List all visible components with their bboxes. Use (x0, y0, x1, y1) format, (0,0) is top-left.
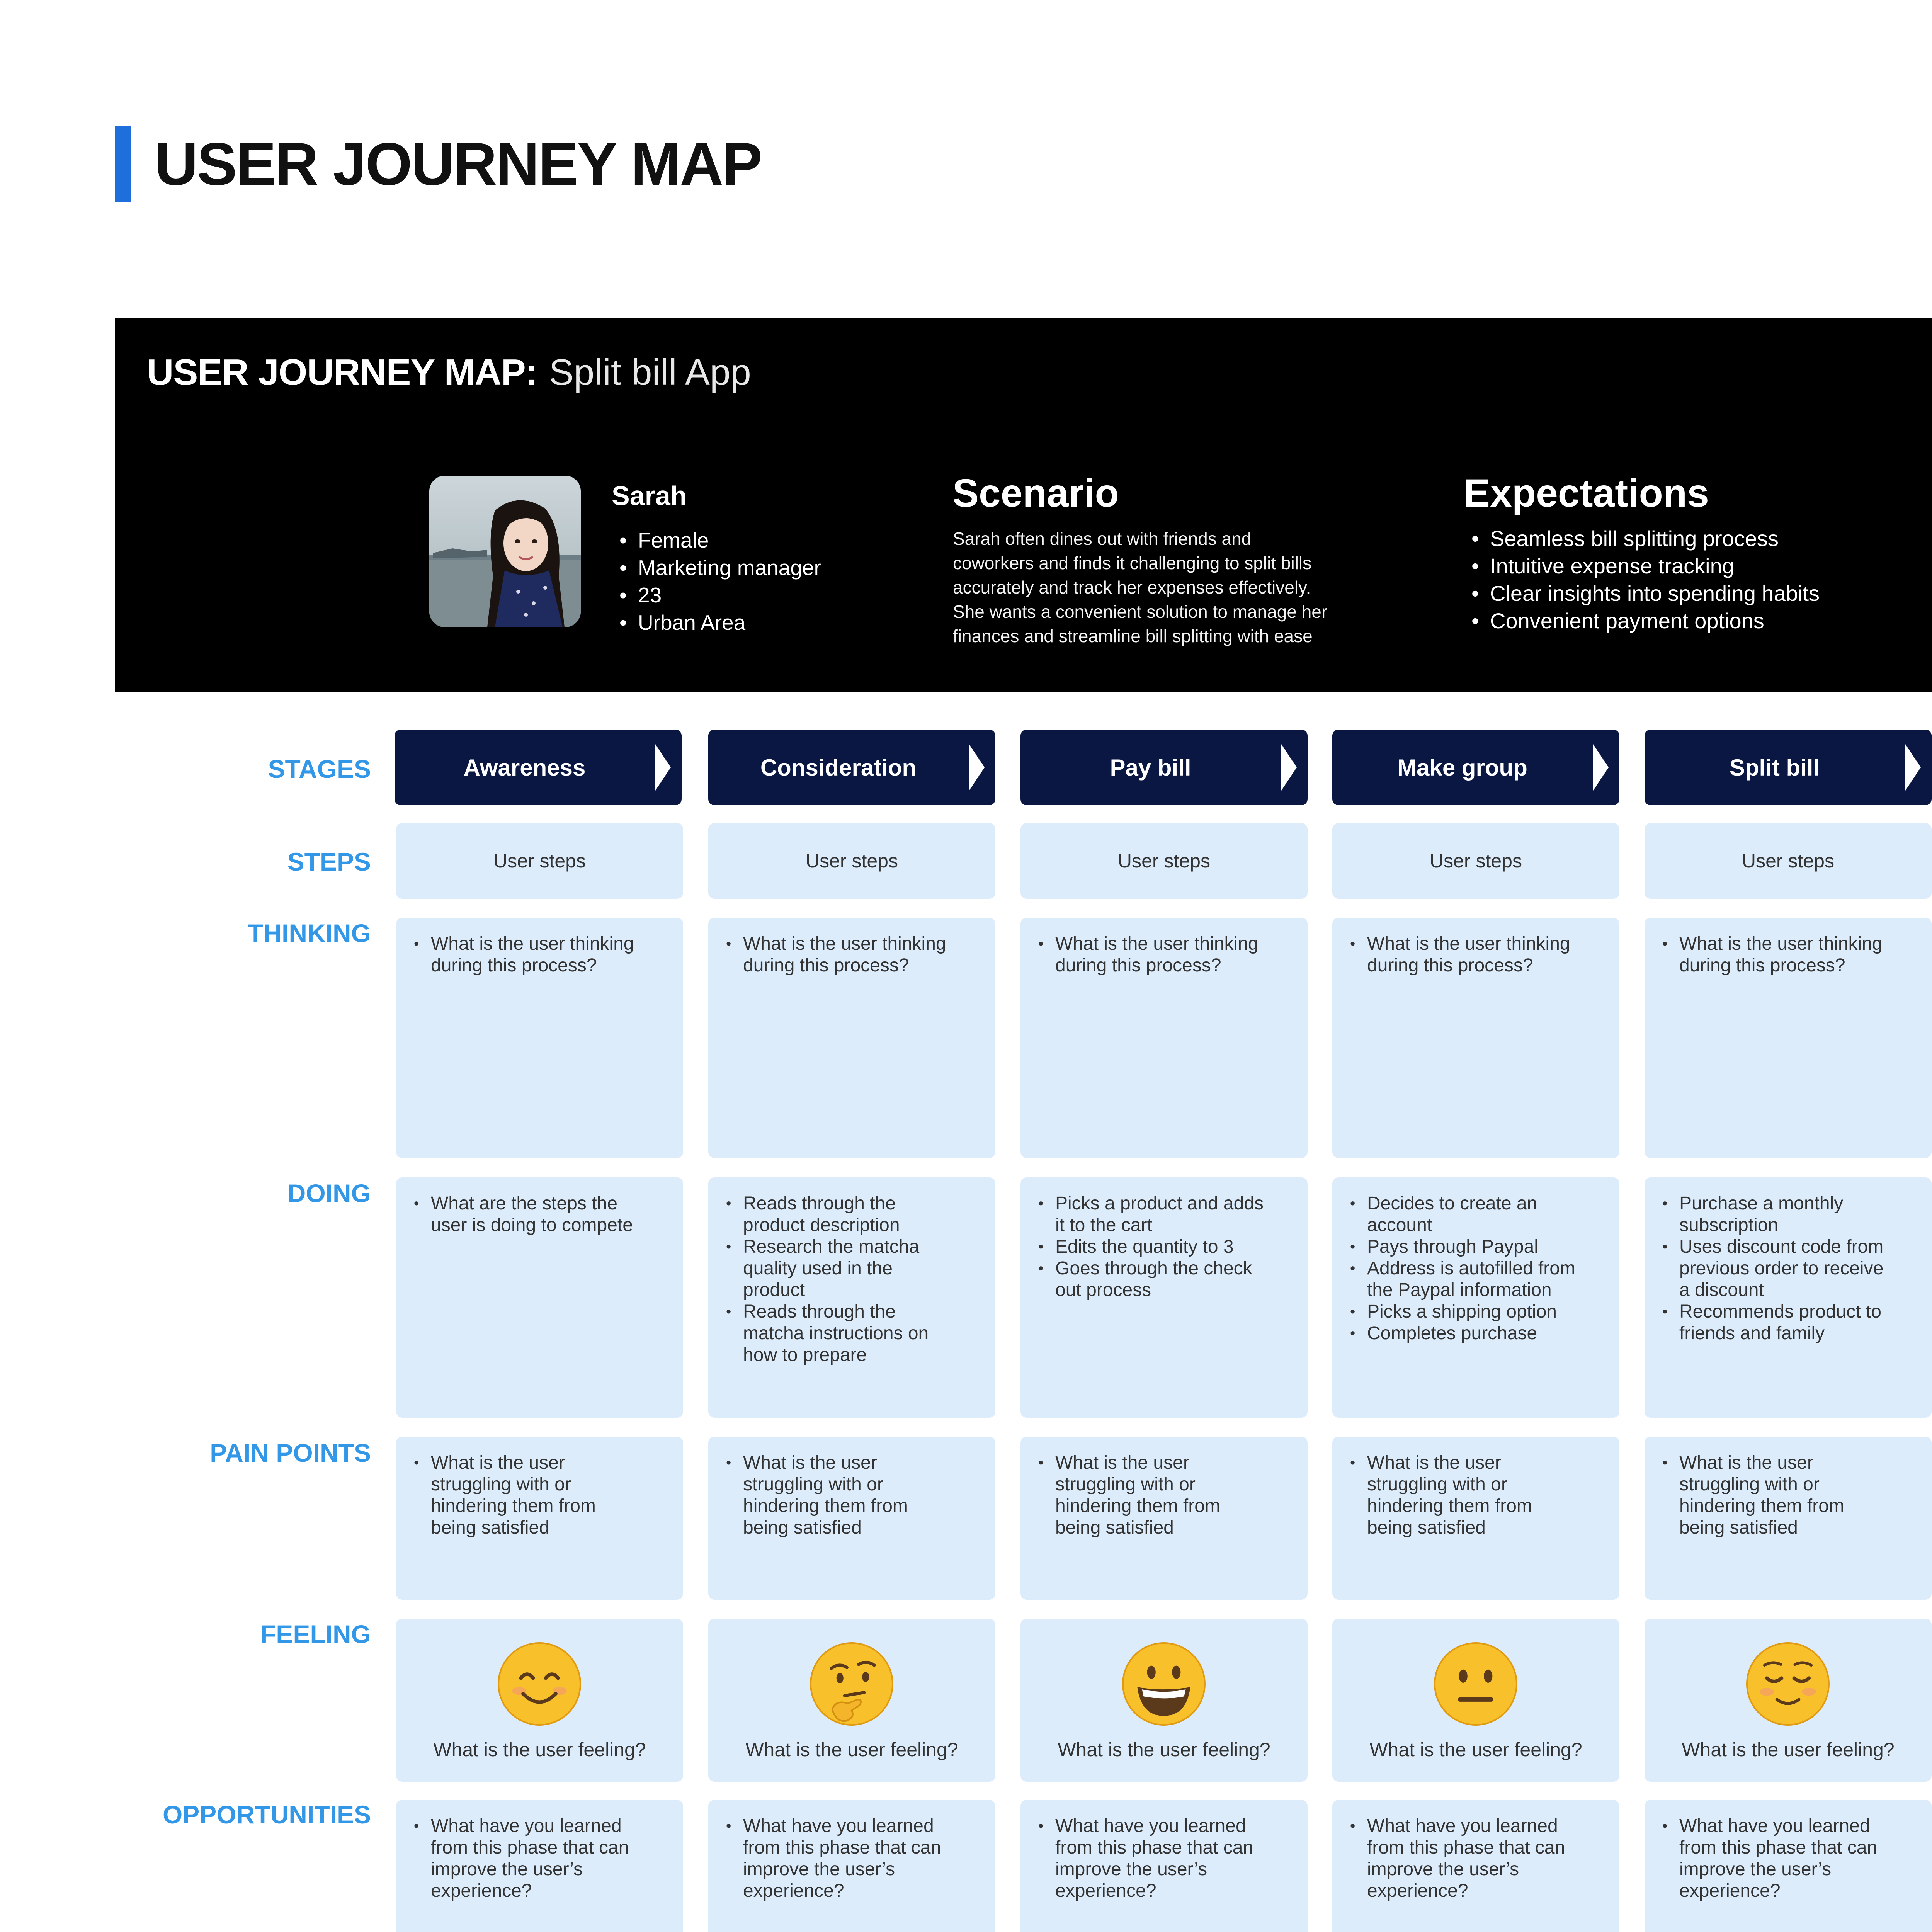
chevron-right-icon (1593, 744, 1609, 791)
thinking-item: • What is the user thinking during this process? (1679, 933, 1916, 976)
doing-item: • Purchase a monthly subscription (1679, 1193, 1916, 1236)
expectations-title: Expectations (1464, 471, 1709, 515)
doing-item: • Decides to create an account (1367, 1193, 1604, 1236)
stage-label: Consideration (760, 754, 917, 781)
row-label-feeling: FEELING (260, 1620, 371, 1648)
feeling-card (708, 1619, 995, 1782)
doing-item: • Pays through Paypal (1367, 1236, 1604, 1258)
doing-item: • Research the matcha quality used in the product (743, 1236, 980, 1301)
opportunities-card (708, 1800, 995, 1932)
thinking-item: • What is the user thinking during this process? (431, 933, 668, 976)
feeling-card (1020, 1619, 1308, 1782)
pain-points-card (1332, 1437, 1619, 1600)
journey-header (115, 318, 1932, 692)
stage-label: Make group (1397, 754, 1527, 781)
feeling-text: What is the user feeling? (745, 1739, 958, 1760)
thinking-card (708, 918, 995, 1158)
header-title-app: Split bill App (549, 352, 751, 393)
grinning-face-icon (1121, 1641, 1207, 1727)
stage-split-bill (1645, 730, 1932, 805)
pain-point-item: • What is the user struggling with or hindering them from being satisfied (1055, 1452, 1292, 1539)
persona-detail: • Marketing manager (619, 556, 821, 580)
pain-point-item: • What is the user struggling with or hindering them from being satisfied (1367, 1452, 1604, 1539)
pain-points-card (396, 1437, 683, 1600)
pain-points-card (1020, 1437, 1308, 1600)
doing-item: • Picks a shipping option (1367, 1301, 1604, 1323)
opportunity-item: • What have you learned from this phase that can improve the user’s experience? (1679, 1815, 1916, 1902)
expectation-item: • Seamless bill splitting process (1471, 526, 1779, 551)
chevron-right-icon (969, 744, 985, 791)
feeling-text: What is the user feeling? (1682, 1739, 1895, 1760)
opportunities-card (1332, 1800, 1619, 1932)
doing-card (1645, 1177, 1932, 1418)
persona-name: Sarah (612, 481, 687, 511)
doing-card (1332, 1177, 1619, 1418)
feeling-text: What is the user feeling? (1058, 1739, 1270, 1760)
stage-consideration (708, 730, 995, 805)
row-label-steps: STEPS (287, 847, 371, 876)
thinking-card (1332, 918, 1619, 1158)
opportunity-item: • What have you learned from this phase that can improve the user’s experience? (1055, 1815, 1292, 1902)
thinking-item: • What is the user thinking during this process? (1367, 933, 1604, 976)
scenario-line: accurately and track her expenses effectively. (953, 577, 1311, 597)
feeling-card (396, 1619, 683, 1782)
persona-detail: • Urban Area (619, 611, 746, 634)
steps-card: User steps (1020, 823, 1308, 899)
thinking-card (1020, 918, 1308, 1158)
row-label-pain-points: PAIN POINTS (210, 1439, 371, 1467)
stage-label: Split bill (1729, 754, 1820, 781)
doing-item: • Completes purchase (1367, 1323, 1604, 1344)
stage-pay-bill (1020, 730, 1308, 805)
opportunities-card (396, 1800, 683, 1932)
doing-item: • Uses discount code from previous order to receive a discount (1679, 1236, 1916, 1301)
feeling-text: What is the user feeling? (1369, 1739, 1582, 1760)
chevron-right-icon (1905, 744, 1921, 791)
pain-points-card (1645, 1437, 1932, 1600)
row-label-opportunities: OPPORTUNITIES (162, 1800, 371, 1829)
scenario-line: finances and streamline bill splitting with ease (953, 626, 1313, 646)
pain-point-item: • What is the user struggling with or hindering them from being satisfied (431, 1452, 668, 1539)
opportunity-item: • What have you learned from this phase that can improve the user’s experience? (431, 1815, 668, 1902)
chevron-right-icon (655, 744, 671, 791)
persona-details (619, 527, 821, 636)
neutral-face-icon (1433, 1641, 1519, 1727)
pain-points-card (708, 1437, 995, 1600)
scenario-line: coworkers and finds it challenging to split bills (953, 553, 1312, 573)
doing-item: • Edits the quantity to 3 (1055, 1236, 1292, 1258)
feeling-text: What is the user feeling? (433, 1739, 646, 1760)
scenario-line: Sarah often dines out with friends and (953, 529, 1252, 549)
thinking-card (1645, 918, 1932, 1158)
title-accent-bar (115, 126, 131, 202)
doing-item: • Recommends product to friends and family (1679, 1301, 1916, 1344)
thinking-item: • What is the user thinking during this process? (1055, 933, 1292, 976)
opportunities-card (1645, 1800, 1932, 1932)
stage-awareness (395, 730, 682, 805)
thinking-item: • What is the user thinking during this process? (743, 933, 980, 976)
doing-item: • Picks a product and adds it to the cart (1055, 1193, 1292, 1236)
stage-label: Pay bill (1110, 754, 1191, 781)
doing-item: • Address is autofilled from the Paypal information (1367, 1258, 1604, 1301)
feeling-card (1332, 1619, 1619, 1782)
row-label-doing: DOING (287, 1179, 371, 1208)
row-label-stages: STAGES (268, 755, 371, 783)
row-label-thinking: THINKING (248, 919, 371, 947)
doing-item: • Reads through the matcha instructions on how to prepare (743, 1301, 980, 1366)
stage-label: Awareness (463, 754, 586, 781)
persona-detail: • 23 (619, 583, 662, 607)
pain-point-item: • What is the user struggling with or hindering them from being satisfied (1679, 1452, 1916, 1539)
persona-detail: • Female (619, 528, 709, 552)
expectation-item: • Convenient payment options (1471, 609, 1764, 633)
doing-card (708, 1177, 995, 1418)
header-title (147, 352, 751, 393)
relieved-face-icon (1745, 1641, 1831, 1727)
scenario-text (953, 527, 1401, 648)
expectation-item: • Intuitive expense tracking (1471, 554, 1734, 578)
steps-card: User steps (708, 823, 995, 899)
chevron-right-icon (1281, 744, 1297, 791)
doing-card (1020, 1177, 1308, 1418)
stage-make-group (1332, 730, 1619, 805)
doing-item: • Reads through the product description (743, 1193, 980, 1236)
pain-point-item: • What is the user struggling with or hindering them from being satisfied (743, 1452, 980, 1539)
header-title-strong: USER JOURNEY MAP: (147, 352, 537, 393)
expectation-item: • Clear insights into spending habits (1471, 581, 1820, 605)
doing-card (396, 1177, 683, 1418)
expectations-list (1471, 525, 1820, 634)
thinking-card (396, 918, 683, 1158)
scenario-line: She wants a convenient solution to manage her (953, 602, 1328, 622)
smiling-face-icon (497, 1641, 582, 1727)
avatar (429, 476, 581, 627)
thinking-face-icon (809, 1641, 895, 1727)
feeling-card (1645, 1619, 1932, 1782)
scenario-title: Scenario (952, 471, 1119, 515)
steps-card: User steps (1645, 823, 1932, 899)
opportunities-card (1020, 1800, 1308, 1932)
steps-card: User steps (1332, 823, 1619, 899)
doing-item: • Goes through the check out process (1055, 1258, 1292, 1301)
steps-card: User steps (396, 823, 683, 899)
doing-item: • What are the steps the user is doing to compete (431, 1193, 668, 1236)
opportunity-item: • What have you learned from this phase that can improve the user’s experience? (1367, 1815, 1604, 1902)
opportunity-item: • What have you learned from this phase that can improve the user’s experience? (743, 1815, 980, 1902)
page-title: USER JOURNEY MAP (155, 131, 762, 198)
